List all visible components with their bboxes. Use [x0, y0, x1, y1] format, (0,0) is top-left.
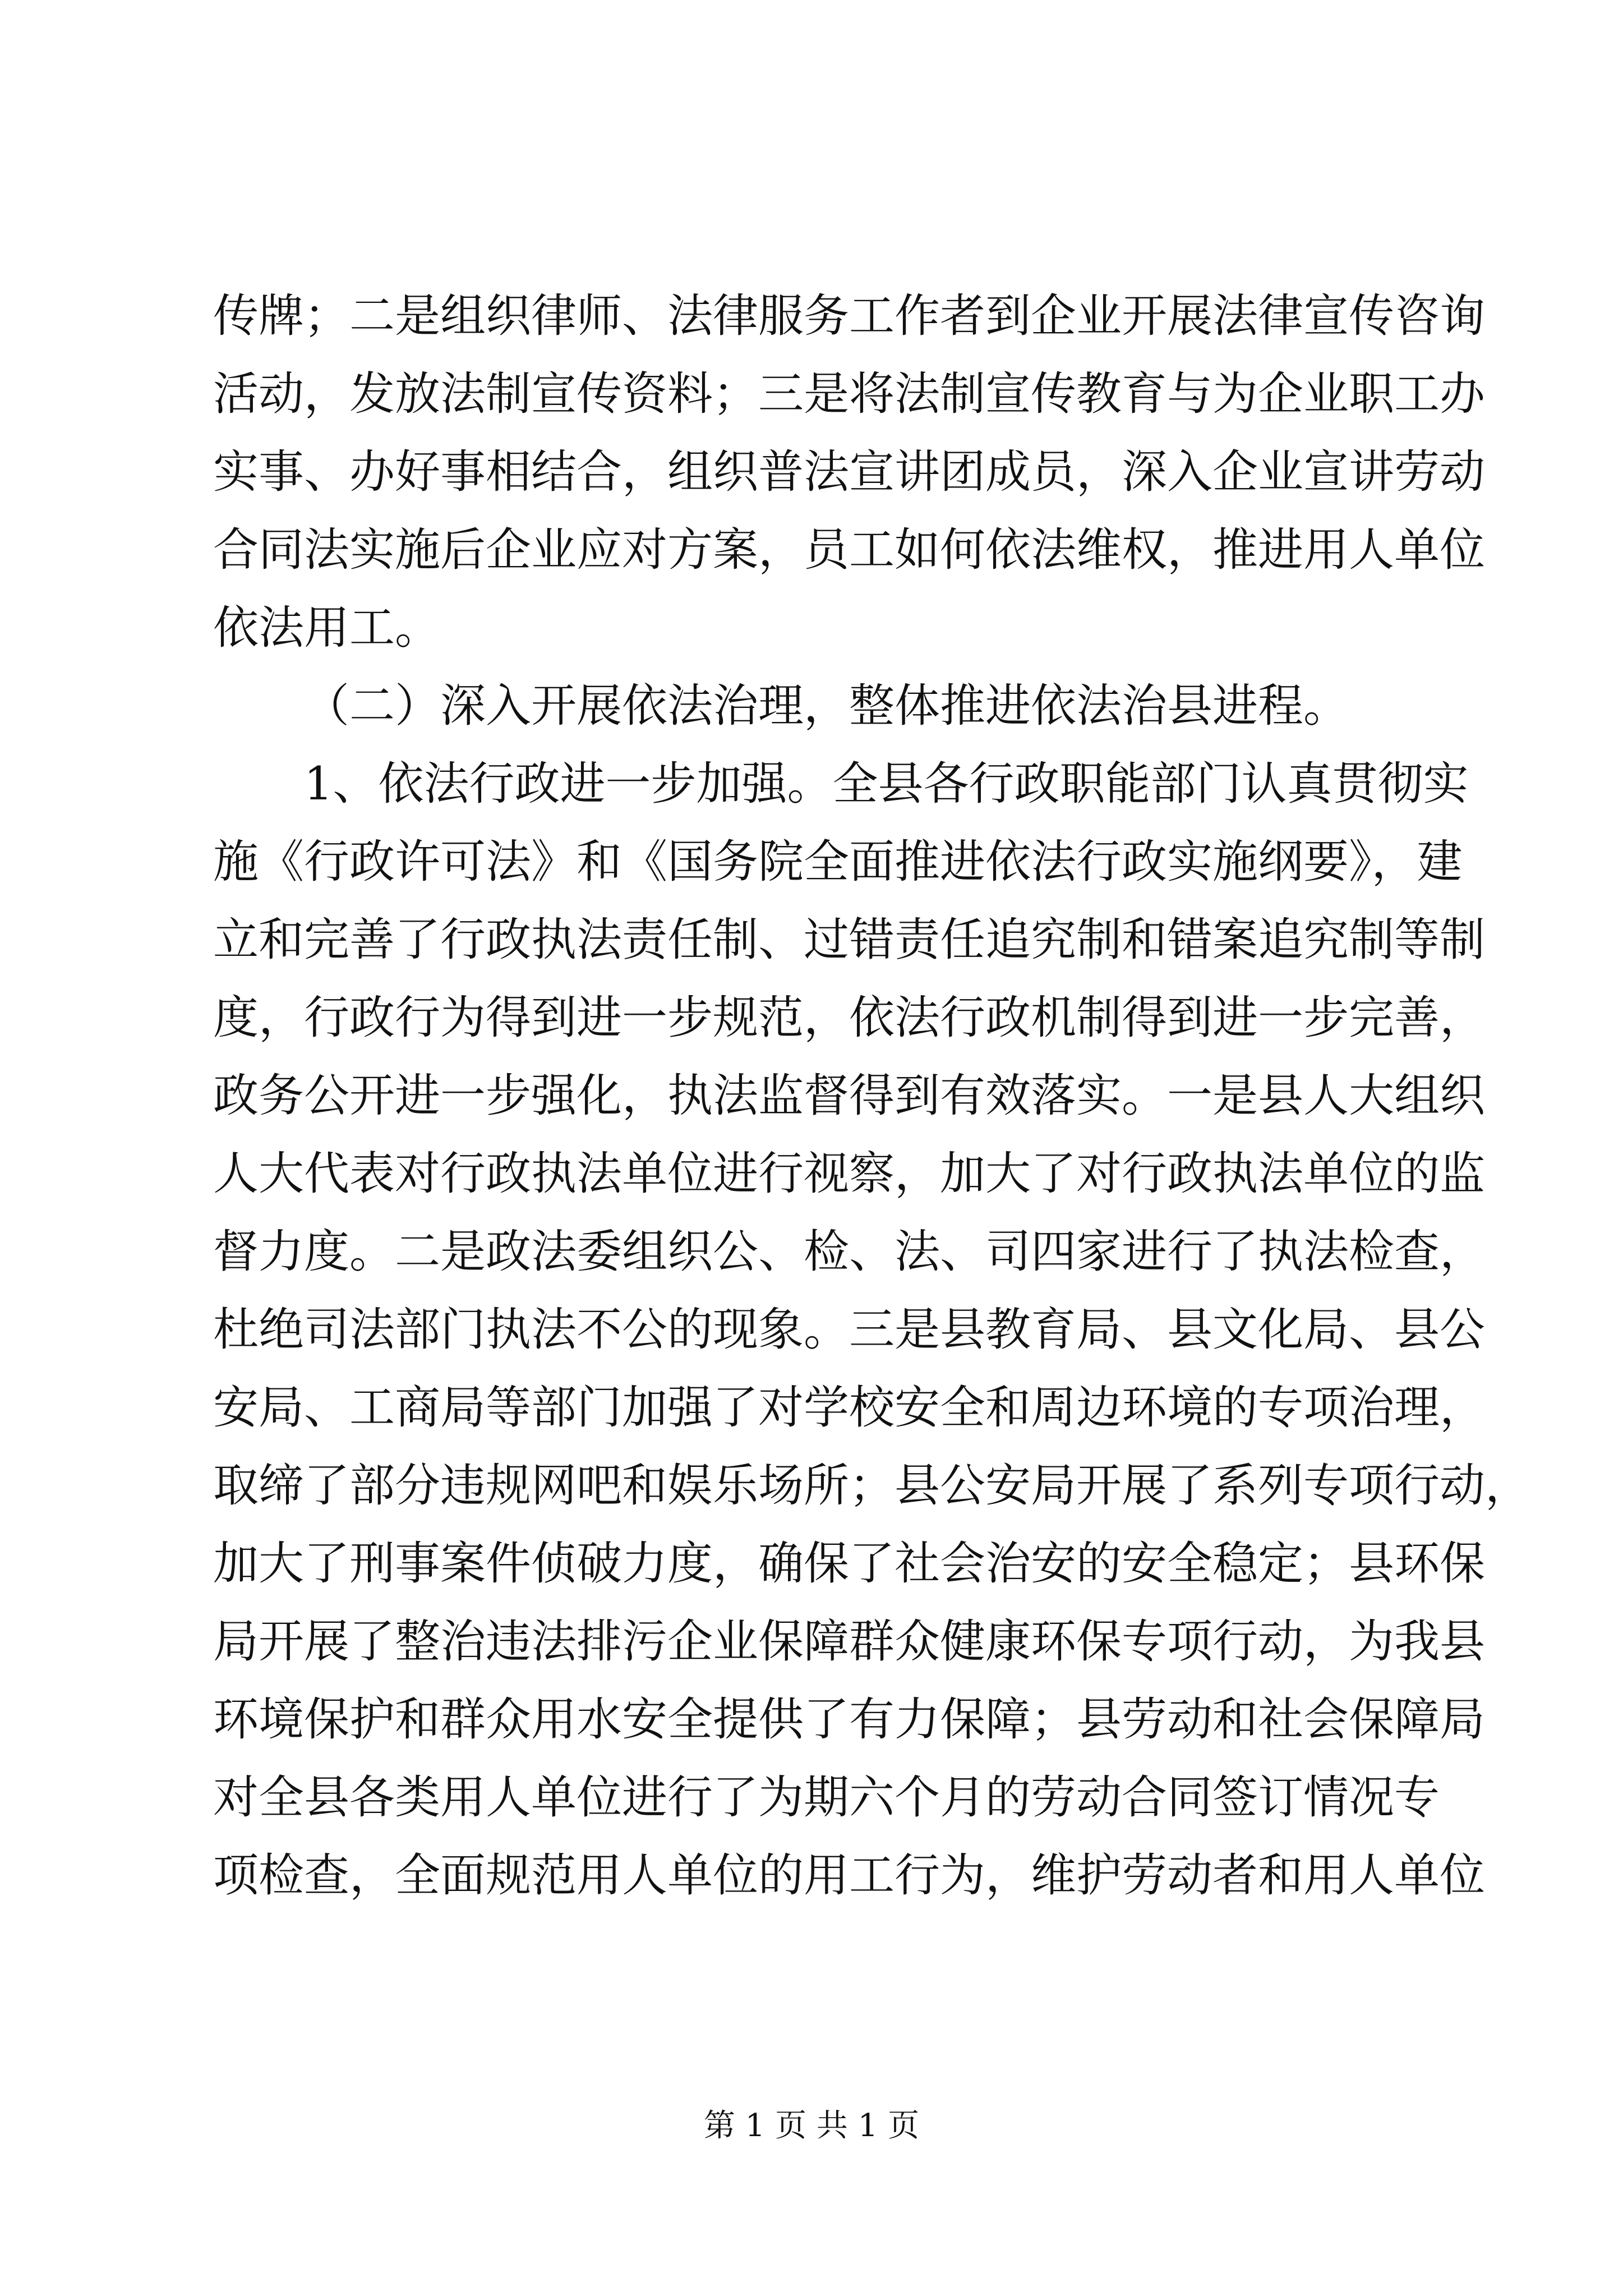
text-line: 人大代表对行政执法单位进行视察，加大了对行政执法单位的监	[213, 1148, 1486, 1200]
text-line: 合同法实施后企业应对方案，员工如何依法维权，推进用人单位	[213, 524, 1486, 577]
text-line: 局开展了整治违法排污企业保障群众健康环保专项行动，为我县	[213, 1616, 1486, 1668]
text-line: 对全县各类用人单位进行了为期六个月的劳动合同签订情况专	[213, 1772, 1440, 1824]
text-line: 1、依法行政进一步加强。全县各行政职能部门认真贯彻实	[304, 758, 1469, 811]
text-line: 取缔了部分违规网吧和娱乐场所；县公安局开展了系列专项行动，	[213, 1460, 1531, 1512]
text-line: 杜绝司法部门执法不公的现象。三是县教育局、县文化局、县公	[213, 1304, 1486, 1356]
text-line: 活动，发放法制宣传资料；三是将法制宣传教育与为企业职工办	[213, 368, 1486, 421]
text-line: 督力度。二是政法委组织公、检、法、司四家进行了执法检查，	[213, 1226, 1486, 1278]
section-heading: （二）深入开展依法治理，整体推进依法治县进程。	[304, 680, 1349, 733]
text-line: 立和完善了行政执法责任制、过错责任追究制和错案追究制等制	[213, 914, 1486, 967]
document-body	[213, 278, 1531, 1915]
text-line: 加大了刑事案件侦破力度，确保了社会治安的安全稳定；县环保	[213, 1538, 1486, 1590]
text-line: 环境保护和群众用水安全提供了有力保障；县劳动和社会保障局	[213, 1694, 1486, 1746]
page-number-footer: 第 1 页 共 1 页	[703, 2108, 920, 2144]
text-line: 实事、办好事相结合，组织普法宣讲团成员，深入企业宣讲劳动	[213, 446, 1486, 499]
text-line: 政务公开进一步强化，执法监督得到有效落实。一是县人大组织	[213, 1070, 1486, 1122]
text-line: 传牌；二是组织律师、法律服务工作者到企业开展法律宣传咨询	[213, 290, 1486, 343]
text-line: 依法用工。	[213, 602, 441, 655]
text-line: 项检查，全面规范用人单位的用工行为，维护劳动者和用人单位	[213, 1849, 1486, 1902]
text-line: 施《行政许可法》和《国务院全面推进依法行政实施纲要》，建	[213, 836, 1463, 889]
text-line: 度，行政行为得到进一步规范，依法行政机制得到进一步完善，	[213, 992, 1486, 1045]
text-line: 安局、工商局等部门加强了对学校安全和周边环境的专项治理，	[213, 1382, 1486, 1434]
